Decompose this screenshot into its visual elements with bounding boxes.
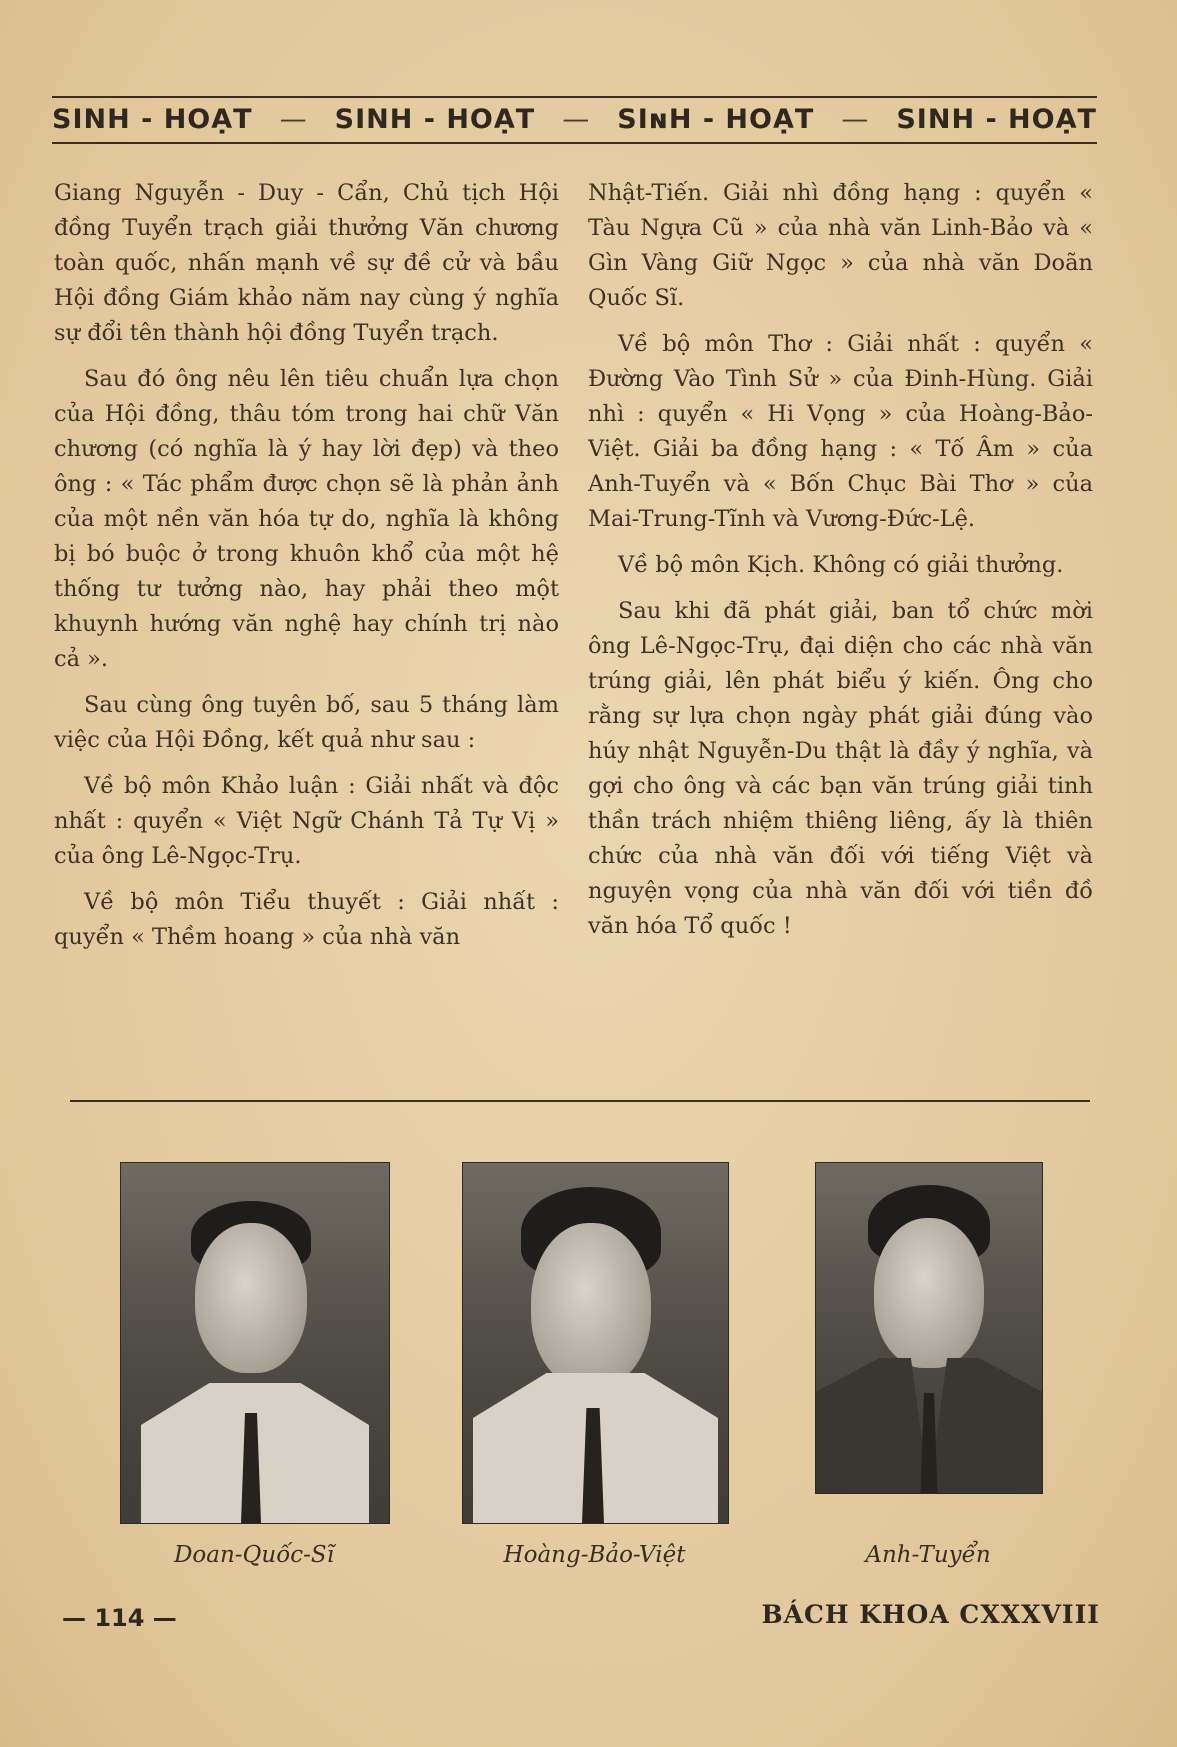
paragraph: Về bộ môn Thơ : Giải nhất : quyển « Đường Vào Tình Sử » của Đinh-Hùng. Giải nhì : quyển « Hi Vọng » của Hoàng-Bảo-Việt. Giải ba đồng hạng : « Tố Âm » của Anh-Tuyển và « Bốn Chục Bài Thơ » của Mai-Trung-Tĩnh và Vương-Đức-Lệ. xyxy=(588,331,1093,532)
header-top-rule xyxy=(52,96,1097,98)
header-section-3: SIɴH - HOẠT xyxy=(617,104,815,135)
header-separator-2: — xyxy=(562,104,591,135)
portrait-photo-2 xyxy=(462,1162,729,1524)
paragraph: Về bộ môn Kịch. Không có giải thưởng. xyxy=(618,552,1064,578)
paragraph: Về bộ môn Tiểu thuyết : Giải nhất : quyển « Thềm hoang » của nhà văn xyxy=(54,889,559,950)
paragraph: Sau cùng ông tuyên bố, sau 5 tháng làm việc của Hội Đồng, kết quả như sau : xyxy=(54,692,559,753)
paragraph: Nhật-Tiến. Giải nhì đồng hạng : quyển « Tàu Ngựa Cũ » của nhà văn Linh-Bảo và « Gìn Vàng Giữ Ngọc » của nhà văn Doãn Quốc Sĩ. xyxy=(588,180,1093,311)
header-separator-1: — xyxy=(279,104,308,135)
portrait-photo-3 xyxy=(815,1162,1043,1494)
left-text-column xyxy=(54,176,559,966)
publication-title: BÁCH KHOA CXXXVIII xyxy=(761,1600,1100,1629)
portrait-photo-1 xyxy=(120,1162,390,1524)
paragraph: Sau khi đã phát giải, ban tổ chức mời ông Lê-Ngọc-Trụ, đại diện cho các nhà văn trúng giải, lên phát biểu ý kiến. Ông cho rằng sự lựa chọn ngày phát giải đúng vào húy nhật Nguyễn-Du thật là đầy ý nghĩa, và gợi cho ông và các bạn văn trúng giải tinh thần trách nhiệm thiêng liêng, ấy là thiên chức của nhà văn đối với tiếng Việt và nguyện vọng của nhà văn đối với tiền đồ văn hóa Tổ quốc ! xyxy=(588,598,1093,939)
running-header xyxy=(52,104,1097,135)
header-bottom-rule xyxy=(52,142,1097,144)
header-section-1: SINH - HOẠT xyxy=(52,104,253,135)
right-text-column xyxy=(588,176,1093,955)
header-separator-3: — xyxy=(841,104,870,135)
paragraph: Về bộ môn Khảo luận : Giải nhất và độc nhất : quyển « Việt Ngữ Chánh Tả Tự Vị » của ông Lê-Ngọc-Trụ. xyxy=(54,773,559,869)
paragraph: Giang Nguyễn - Duy - Cẩn, Chủ tịch Hội đồng Tuyển trạch giải thưởng Văn chương toàn quốc, nhấn mạnh về sự đề cử và bầu Hội đồng Giám khảo năm nay cùng ý nghĩa sự đổi tên thành hội đồng Tuyển trạch. xyxy=(54,180,559,346)
photo-caption-2: Hoàng-Bảo-Việt xyxy=(503,1542,686,1568)
header-section-2: SINH - HOẠT xyxy=(334,104,536,135)
paragraph: Sau đó ông nêu lên tiêu chuẩn lựa chọn của Hội đồng, thâu tóm trong hai chữ Văn chương (có nghĩa là ý hay lời đẹp) và theo ông : « Tác phẩm được chọn sẽ là phản ảnh của một nền văn hóa tự do, nghĩa là không bị bó buộc ở trong khuôn khổ của một hệ thống tư tưởng nào, hay phải theo một khuynh hướng văn nghệ hay chính trị nào cả ». xyxy=(54,366,559,672)
header-section-4: SINH - HOẠT xyxy=(896,104,1097,135)
page-number: — 114 — xyxy=(62,1604,177,1632)
photo-caption-1: Doan-Quốc-Sĩ xyxy=(173,1542,335,1568)
photo-caption-3: Anh-Tuyển xyxy=(865,1542,991,1568)
section-divider xyxy=(70,1100,1090,1102)
